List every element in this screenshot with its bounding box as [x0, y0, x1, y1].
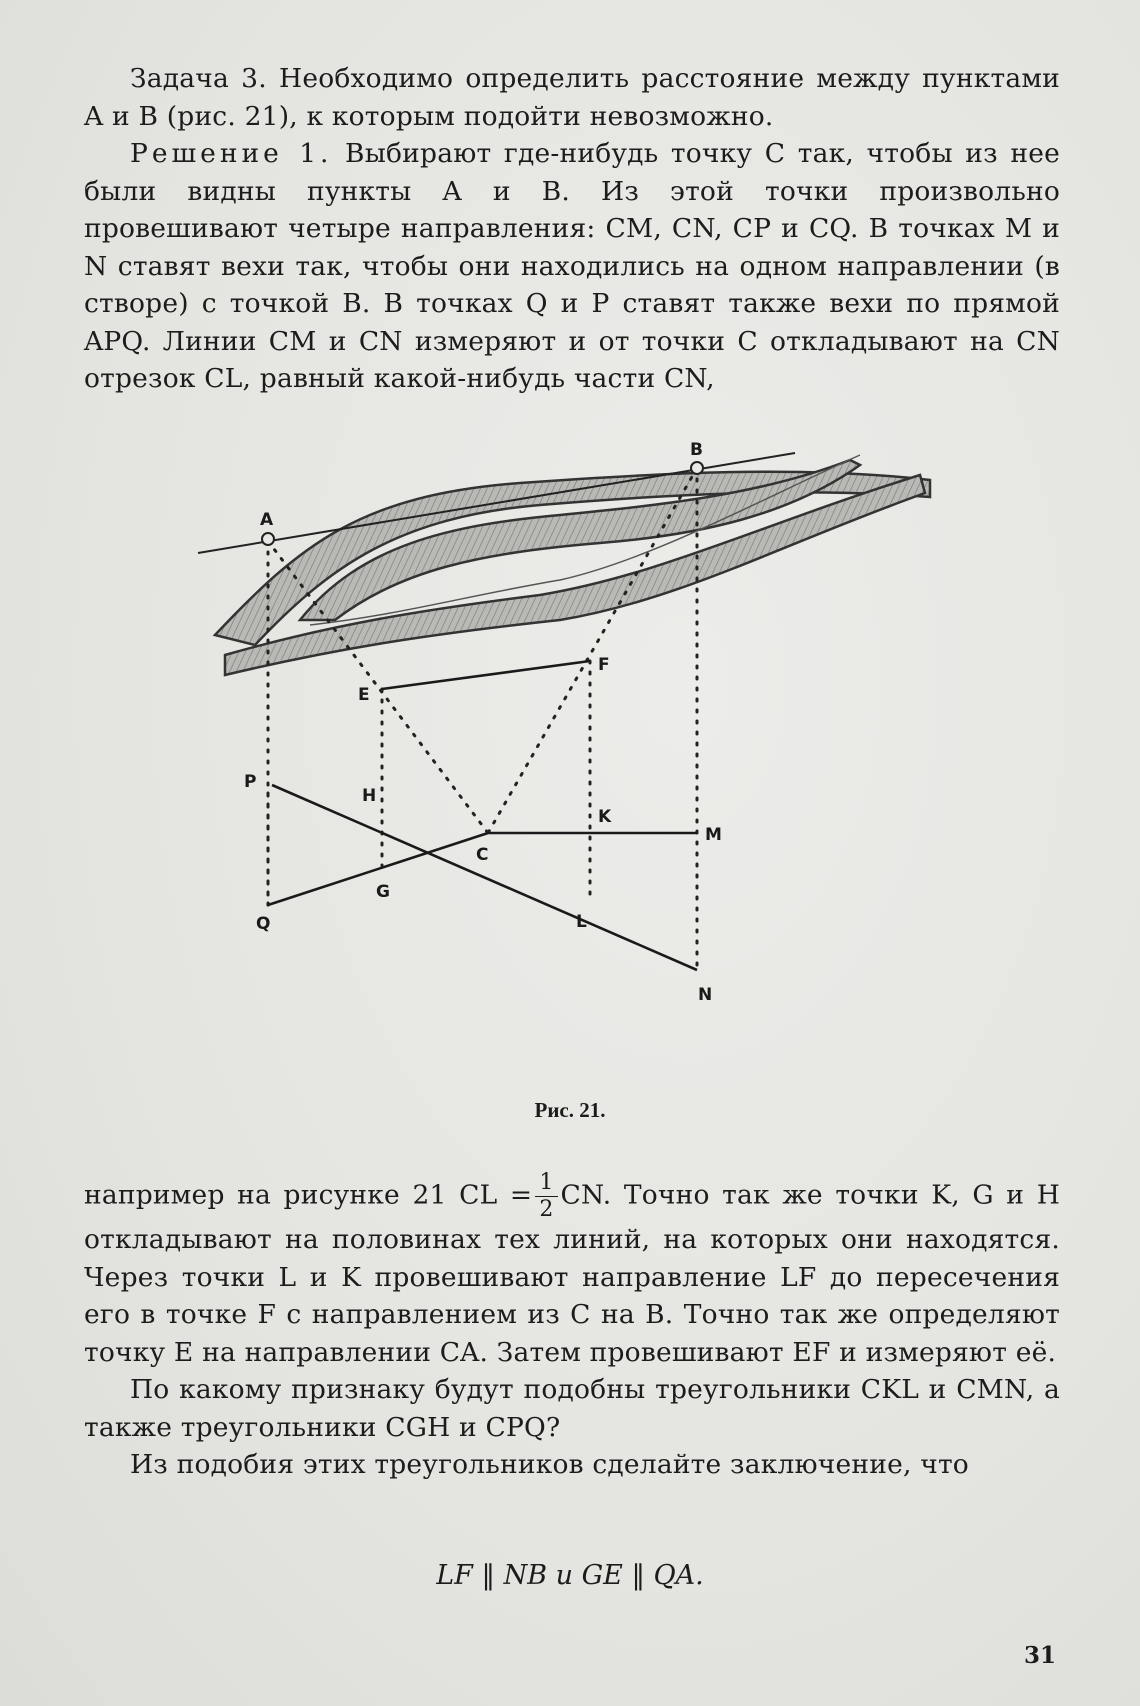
example-paragraph: [84, 1172, 1060, 1371]
fraction-denominator: 2: [539, 1197, 554, 1222]
solution-text: Выбирают где-нибудь точку C так, чтобы из нее были видны пункты A и B. Из этой точки произвольно провешивают четыре направления: CM, CN, CP и CQ. В точках M и N ставят вехи так, чтобы они находились на одном направлении (в створе) с точкой B. В точках Q и P ставят также вехи по прямой APQ. Линии CM и CN измеряют и от точки C откладывают на CN отрезок CL, равный какой-нибудь части CN,: [84, 138, 1060, 394]
line-pn: [272, 785, 697, 970]
label-h: H: [362, 786, 377, 806]
solution-paragraph: [84, 135, 1060, 398]
label-p: P: [244, 772, 257, 792]
label-n: N: [698, 985, 713, 1005]
label-q: Q: [256, 914, 271, 934]
task-paragraph: Задача 3. Необходимо определить расстояние между пунктами A и B (рис. 21), к которым подойти невозможно.: [84, 63, 1060, 132]
label-b: B: [690, 440, 703, 460]
river-drawing: [215, 455, 930, 675]
label-l: L: [576, 912, 587, 932]
line-ef: [382, 661, 590, 689]
solution-label: Решение 1.: [130, 138, 333, 169]
example-text-rest: и H откладывают на половинах тех линий, на которых они находятся. Через точки L и K провешивают направление LF до пересечения его в точке F с направлением из C на B. Точно так же определяют точку E на направлении CA. Затем провешивают EF и измеряют её.: [84, 1179, 1061, 1368]
label-f: F: [598, 655, 610, 675]
point-a-marker: [262, 533, 274, 545]
label-m: M: [705, 825, 722, 845]
conclusion-paragraph: Из подобия этих треугольников сделайте заключение, что: [130, 1449, 969, 1480]
label-k: K: [598, 807, 612, 827]
formula: LF ‖ NB и GE ‖ QA.: [436, 1560, 704, 1591]
point-b-marker: [691, 462, 703, 474]
question-paragraph: По какому признаку будут подобны треугольники CKL и CMN, а также треугольники CGH и CPQ?: [84, 1374, 1060, 1443]
label-g: G: [376, 882, 390, 902]
label-c: C: [476, 845, 489, 865]
figure-21: [0, 425, 1140, 1125]
page-number: 31: [1023, 1642, 1056, 1669]
top-text: [84, 60, 1060, 398]
figure-caption: Рис. 21.: [534, 1098, 606, 1122]
label-e: E: [358, 685, 370, 705]
example-text-before: например на рисунке 21 CL =: [84, 1179, 533, 1211]
label-a: A: [260, 510, 274, 530]
fraction-numerator: 1: [535, 1172, 557, 1197]
bottom-text: [84, 1172, 1060, 1484]
example-text-after: CN. Точно так же точки K, G: [560, 1179, 994, 1211]
fraction-one-half: [535, 1172, 557, 1221]
